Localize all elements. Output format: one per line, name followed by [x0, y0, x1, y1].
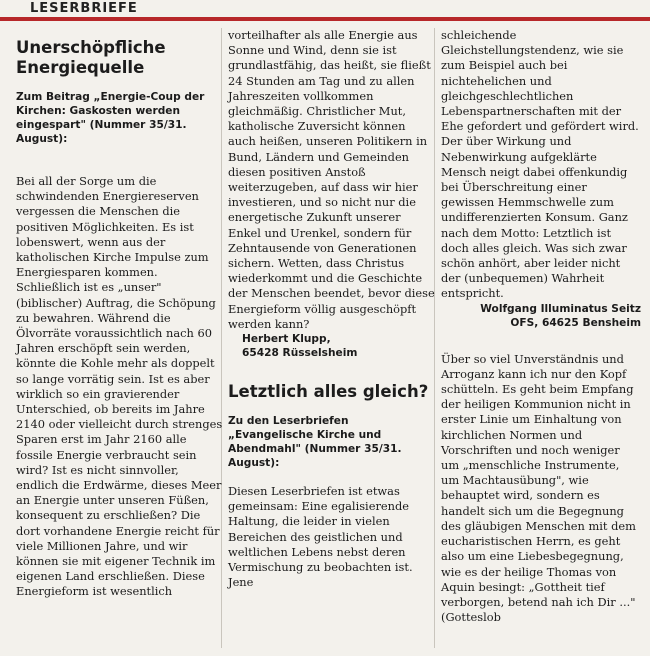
- letter2-author-name: Wolfgang Illuminatus Seitz: [480, 302, 641, 315]
- section-header: [0, 0, 650, 22]
- section-label: LESERBRIEFE: [30, 1, 138, 16]
- letter2-title: Letztlich alles gleich?: [228, 382, 429, 402]
- column-1: [16, 28, 224, 600]
- letter2-author-place: OFS, 64625 Bensheim: [510, 316, 641, 329]
- header-rule: [0, 17, 650, 21]
- letter3-body: Über so viel Unverständnis und Arroganz kann ich nur den Kopf schütteln. Es geht beim Empfang der heiligen Kommunion nicht in erster Linie um Einhaltung von kirchlichen Normen und Vorschriften und noch weniger um „menschliche Instrumente, um Machtausübung", wie behauptet wird, sondern es handelt sich um die Begegnung des gläubigen Menschen mit dem eucharistischen Herrn, es geht also um eine Liebesbegegnung, wie es der heilige Thomas von Aquin besingt: „Gottheit tief verborgen, betend nah ich Dir ..." (Gotteslob: [441, 351, 636, 625]
- letter1-body-part1: Bei all der Sorge um die schwindenden Energiereserven vergessen die Menschen die positiven Möglichkeiten. Es ist lobenswert, wenn aus der katholischen Kirche Impulse zum Energiesparen kommen. Schließlich ist es „unser" (biblischer) Auftrag, die Schöpung zu bewahren. Während die Ölvorräte voraussichtlich nach 60 Jahren erschöpft sein werden, könnte die Kohle mehr als doppelt so lange vorrätig sein. Ist es aber wirklich so ein gravierender Unterschied, ob bereits im Jahre 2140 oder vielleicht durch strenges Sparen erst im Jahr 2160 alle fossile Energie verbraucht sein wird? Ist es nicht sinnvoller, endlich die Erdwärme, dieses Meer an Energie unter unseren Füßen, konsequent zu erschließen? Die dort vorhandene Energie reicht für viele Millionen Jahre, und wir können sie mit eigener Technik im eigenen Land erschließen. Diese Energieform ist wesentlich: [16, 174, 223, 599]
- column-3: [441, 28, 641, 625]
- letter2-reference: Zu den Leserbriefen „Evangelische Kirche und Abendmahl" (Nummer 35/31. August):: [228, 415, 402, 470]
- letter1-body-part2: vorteilhafter als alle Energie aus Sonne und Wind, denn sie ist grundlastfähig, das heißt, sie fließt 24 Stunden am Tag und zu allen Jahreszeiten vollkommen gleichmäßig. Christlicher Mut, katholische Zuversicht können auch heißen, unseren Politikern in Bund, Ländern und Gemeinden diesen positiven Anstoß weiterzugeben, auf dass wir hier investieren, und so nicht nur die energetische Zukunft unserer Enkel und Urenkel, sondern für Zehntausende von Generationen sichern. Wetten, dass Christus wiederkommt und die Geschichte der Menschen beendet, bevor diese Energieform völlig ausgeschöpft werden kann?: [228, 28, 435, 331]
- letter1-author-name: Herbert Klupp,: [242, 333, 331, 346]
- letter1-title: Unerschöpfliche Energiequelle: [16, 38, 166, 77]
- letter2-body-part2: schleichende Gleichstellungstendenz, wie sie zum Beispiel auch bei nichtehelichen und gleichgeschlechtlichen Lebenspartnerschaften mit der Ehe gefordert und gefördert wird. Der über Wirkung und Nebenwirkung aufgeklärte Mensch neigt dabei offenkundig bei Überschreitung einer gewissen Hemmschwelle zum undifferenzierten Konsum. Ganz nach dem Motto: Letztlich ist doch alles gleich. Was sich zwar schön anhört, aber leider nicht der (unbequemen) Wahrheit entspricht.: [441, 28, 639, 301]
- letter1-author-place: 65428 Rüsselsheim: [242, 347, 358, 360]
- letter2-body-part1: Diesen Leserbriefen ist etwas gemeinsam: Eine egalisierende Haltung, die leider in vielen Bereichen des geistlichen und weltlichen Lebens nebst deren Vermischung zu beobachten ist. Jene: [228, 484, 413, 590]
- letter1-reference: Zum Beitrag „Energie-Coup der Kirchen: Gaskosten werden eingespart" (Nummer 35/31. August):: [16, 91, 205, 145]
- column-2: [228, 28, 436, 590]
